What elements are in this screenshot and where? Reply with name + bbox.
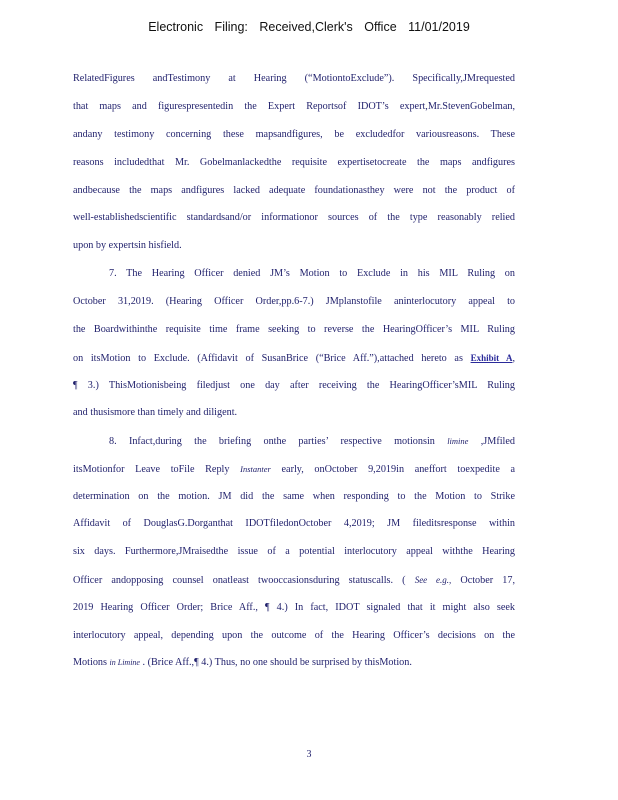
text-span: October 17,: [460, 575, 515, 586]
italic-term: limine: [447, 436, 469, 446]
text-line: reasons includedthat Mr. Gobelmanlackedthe requisite expertisetocreate the maps andfigures: [73, 157, 515, 168]
italic-term: in Limine: [109, 658, 140, 667]
filing-header: Electronic Filing: Received,Clerk's Office 11/01/2019: [148, 20, 470, 34]
text-span: ,JMfiled: [480, 436, 515, 447]
text-span: on itsMotion to Exclude. (Affidavit of SusanBrice (“Brice Aff.”),attached hereto as: [73, 353, 463, 364]
text-line: ¶ 3.) ThisMotionisbeing filedjust one day after receiving the HearingOfficer’sMIL Ruling: [73, 380, 515, 391]
text-line: well-establishedscientific standardsand/or informationor sources of the type reasonably relied: [73, 212, 515, 223]
text-line: [73, 657, 515, 669]
text-span: 8. Infact,during the briefing onthe parties’ respective motionsin: [109, 436, 435, 447]
text-span: ,: [512, 353, 515, 364]
text-line: October 31,2019. (Hearing Officer Order,pp.6-7.) JMplanstofile aninterlocutory appeal to: [73, 296, 515, 307]
exhibit-link[interactable]: Exhibit A: [470, 353, 513, 363]
text-span: Officer andopposing counsel onatleast twooccasionsduring statuscalls. (: [73, 575, 406, 586]
text-line: 2019 Hearing Officer Order; Brice Aff., ¶ 4.) In fact, IDOT signaled that it might also seek: [73, 602, 515, 613]
text-line: Affidavit of DouglasG.Dorganthat IDOTfiledonOctober 4,2019; JM fileditsresponse within: [73, 518, 515, 529]
text-span: early, onOctober 9,2019in aneffort toexpedite a: [281, 464, 516, 475]
text-span: . (Brice Aff.,¶ 4.) Thus, no one should be surprised by thisMotion.: [142, 657, 412, 668]
text-line: 7. The Hearing Officer denied JM’s Motion to Exclude in his MIL Ruling on: [109, 268, 515, 279]
text-line: the Boardwithinthe requisite time frame seeking to reverse the HearingOfficer’s MIL Ruling: [73, 324, 515, 335]
text-line: andany testimony concerning these mapsandfigures, be excludedfor variousreasons. These: [73, 129, 515, 140]
text-line: [73, 574, 515, 587]
italic-term: See e.g.,: [414, 575, 452, 585]
page-number: 3: [306, 749, 312, 760]
text-span: Motions: [73, 657, 107, 668]
italic-term: Instanter: [240, 464, 271, 474]
text-line: six days. Furthermore,JMraisedthe issue of a potential interlocutory appeal withthe Hearing: [73, 546, 515, 557]
text-line: that maps and figurespresentedin the Expert Reportsof IDOT’s expert,Mr.StevenGobelman,: [73, 101, 515, 112]
text-line: [109, 435, 515, 448]
text-line: andbecause the maps andfigures lacked adequate foundationasthey were not the product of: [73, 185, 515, 196]
text-line: determination on the motion. JM did the same when responding to the Motion to Strike: [73, 491, 515, 502]
text-line: upon by expertsin hisfield.: [73, 240, 182, 251]
text-line: and thusismore than timely and diligent.: [73, 407, 238, 418]
text-line: RelatedFigures andTestimony at Hearing (“MotiontoExclude”). Specifically,JMrequested: [73, 73, 515, 84]
text-span: itsMotionfor Leave toFile Reply: [73, 464, 230, 475]
text-line: [73, 352, 515, 365]
text-line: [73, 463, 515, 476]
text-line: interlocutory appeal, depending upon the outcome of the Hearing Officer’s decisions on the: [73, 630, 515, 641]
